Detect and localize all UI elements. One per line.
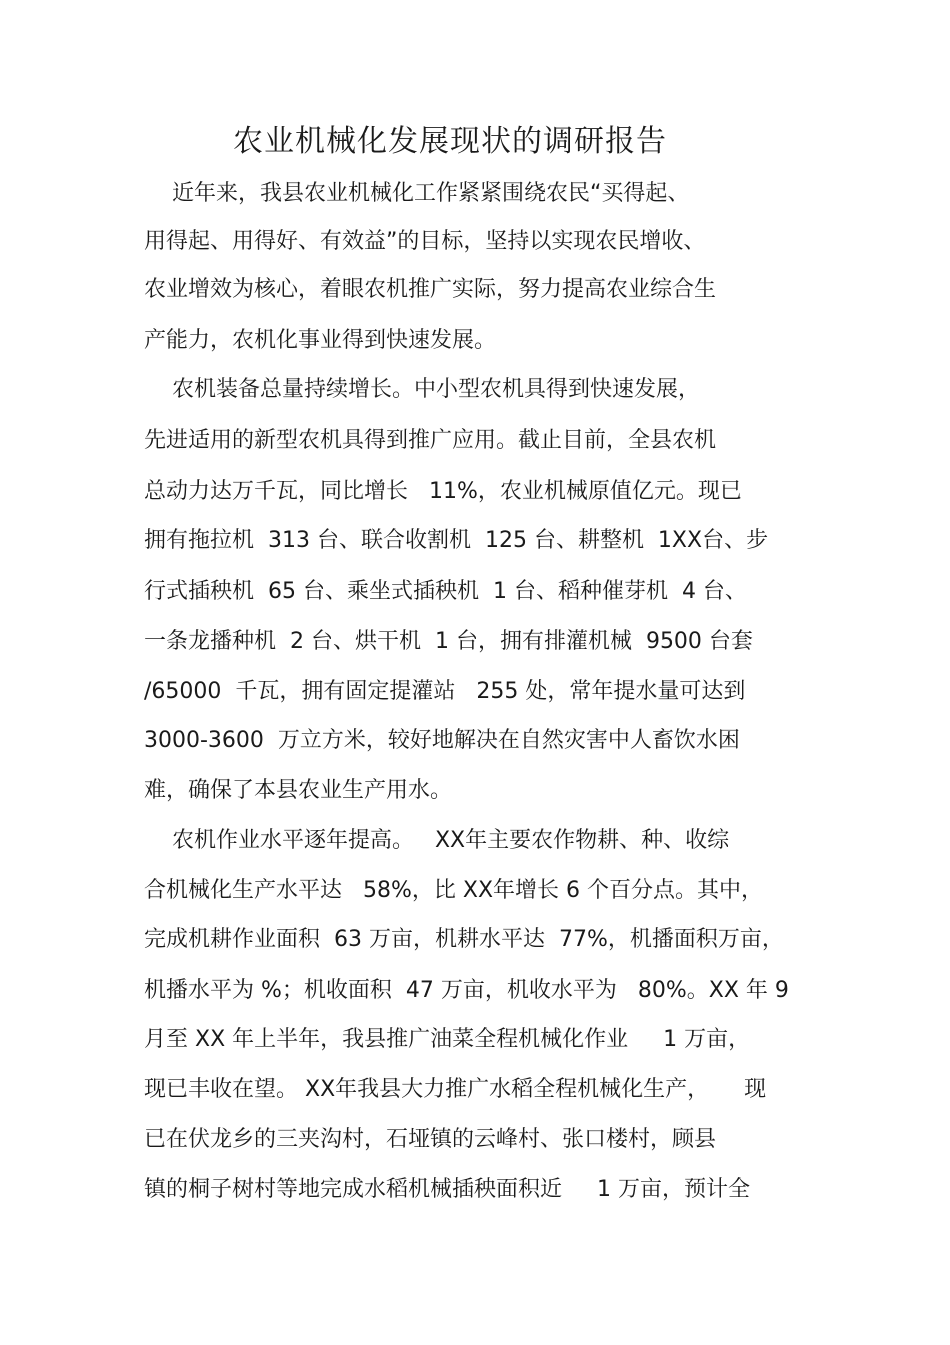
text-line: 月至 XX 年上半年，我县推广油菜全程机械化作业 1 万亩， <box>144 1027 751 1052</box>
text-line: 已在伏龙乡的三夹沟村，石垭镇的云峰村、张口楼村，顾县 <box>144 1127 717 1152</box>
text-line: 机播水平为 %；机收面积 47 万亩，机收水平为 80%。XX 年 9 <box>144 978 789 1003</box>
text-line: 行式插秧机 65 台、乘坐式插秧机 1 台、稻种催芽机 4 台、 <box>144 579 747 604</box>
document-title: 农业机械化发展现状的调研报告 <box>233 124 667 159</box>
text-line: 一条龙播种机 2 台、烘干机 1 台，拥有排灌机械 9500 台套 <box>144 629 753 654</box>
text-line: 3000-3600 万立方米，较好地解决在自然灾害中人畜饮水困 <box>144 728 740 753</box>
text-line: 拥有拖拉机 313 台、联合收割机 125 台、耕整机 1XX台、步 <box>144 528 769 553</box>
text-line: 用得起、用得好、有效益”的目标，坚持以实现农民增收、 <box>144 229 706 254</box>
text-line: 难，确保了本县农业生产用水。 <box>144 778 453 803</box>
text-line: 农业增效为核心，着眼农机推广实际，努力提高农业综合生 <box>144 277 717 302</box>
text-line: 总动力达万千瓦，同比增长 11%，农业机械原值亿元。现已 <box>144 479 742 504</box>
text-line: 完成机耕作业面积 63 万亩，机耕水平达 77%，机播面积万亩， <box>144 927 784 952</box>
text-line: 产能力，农机化事业得到快速发展。 <box>144 328 497 353</box>
text-line: 合机械化生产水平达 58%，比 XX年增长 6 个百分点。其中， <box>144 878 763 903</box>
text-line: 先进适用的新型农机具得到推广应用。截止目前，全县农机 <box>144 428 717 453</box>
text-line: 农机作业水平逐年提高。 XX年主要农作物耕、种、收综 <box>144 828 730 853</box>
text-line: 近年来，我县农业机械化工作紧紧围绕农民“买得起、 <box>144 181 690 206</box>
text-line: 镇的桐子树村等地完成水稻机械插秧面积近 1 万亩，预计全 <box>144 1177 750 1202</box>
text-line: 农机装备总量持续增长。中小型农机具得到快速发展， <box>144 377 700 402</box>
text-line: /65000 千瓦，拥有固定提灌站 255 处，常年提水量可达到 <box>144 679 746 704</box>
text-line: 现已丰收在望。 XX年我县大力推广水稻全程机械化生产， 现 <box>144 1077 767 1102</box>
